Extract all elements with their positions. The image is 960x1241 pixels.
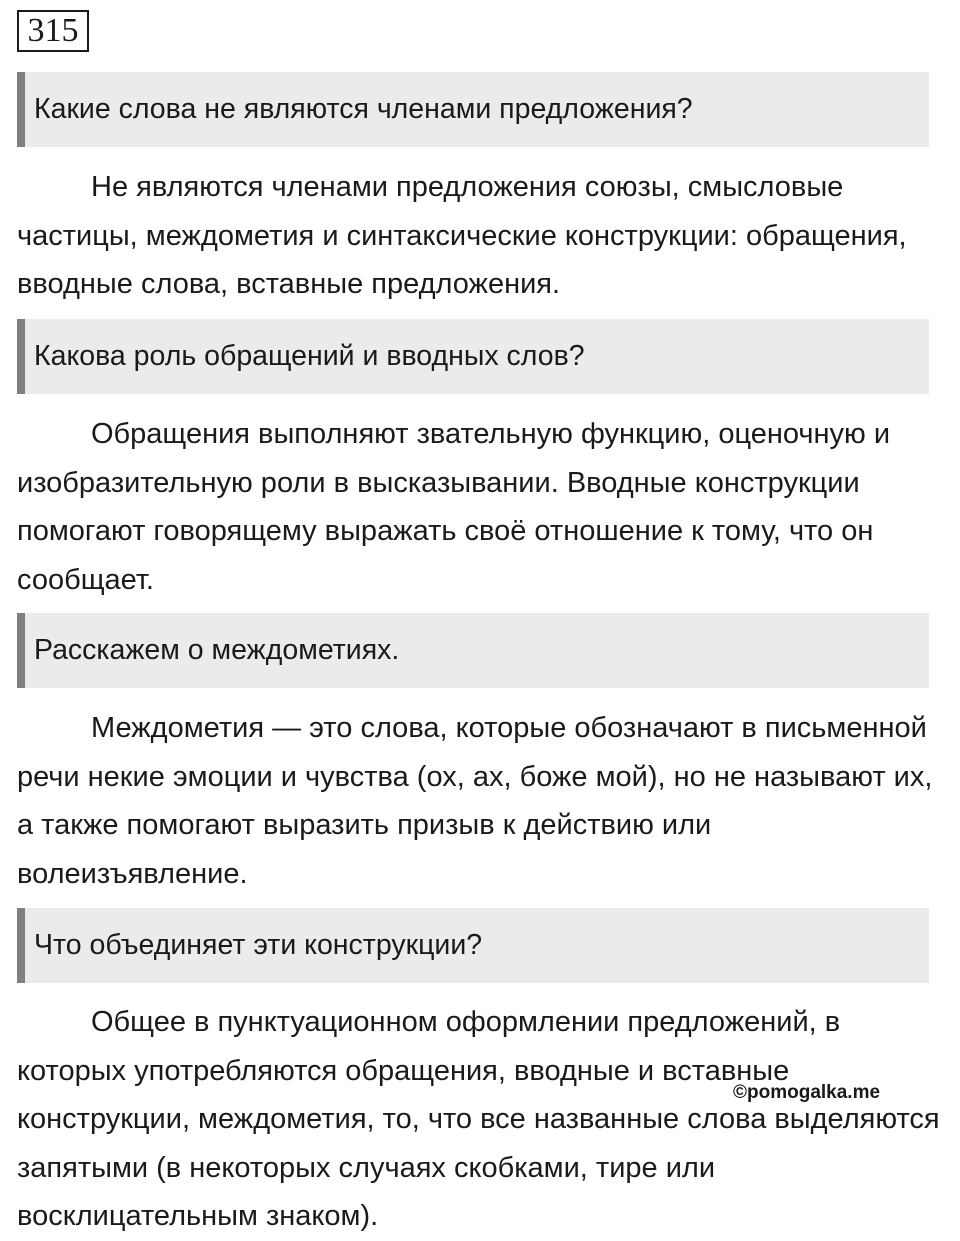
answer-3: Междометия — это слова, которые обозначают в письменной речи некие эмоции и чувства (ох, ах, боже мой), но не называют их, а также помогают выразить призыв к действию или волеизъявление. xyxy=(17,712,933,890)
answer-4: Общее в пунктуационном оформлении предложений, в которых употребляются обращения, вводные и вставные конструкции, междометия, то, что все названные слова выделяются запятыми (в некоторых случаях скобками, тире или восклицательным знаком). xyxy=(17,1006,940,1232)
question-4-text: Что объединяет эти конструкции? xyxy=(34,929,483,961)
answer-1: Не являются членами предложения союзы, смысловые частицы, междометия и синтаксические конструкции: обращения, вводные слова, вставные предложения. xyxy=(17,171,907,300)
question-3-text: Расскажем о междометиях. xyxy=(34,634,400,666)
question-1 xyxy=(17,72,929,147)
question-2 xyxy=(17,319,929,394)
answer-2: Обращения выполняют звательную функцию, оценочную и изобразительную роли в высказывании. Вводные конструкции помогают говорящему выражать своё отношение к тому, что он сообщает. xyxy=(17,418,891,596)
question-4 xyxy=(17,908,929,983)
question-2-text: Какова роль обращений и вводных слов? xyxy=(34,340,585,372)
question-3 xyxy=(17,613,929,688)
watermark: ©pomogalka.me xyxy=(733,1082,881,1103)
question-1-text: Какие слова не являются членами предложения? xyxy=(34,93,693,125)
task-number: 315 xyxy=(17,10,89,52)
